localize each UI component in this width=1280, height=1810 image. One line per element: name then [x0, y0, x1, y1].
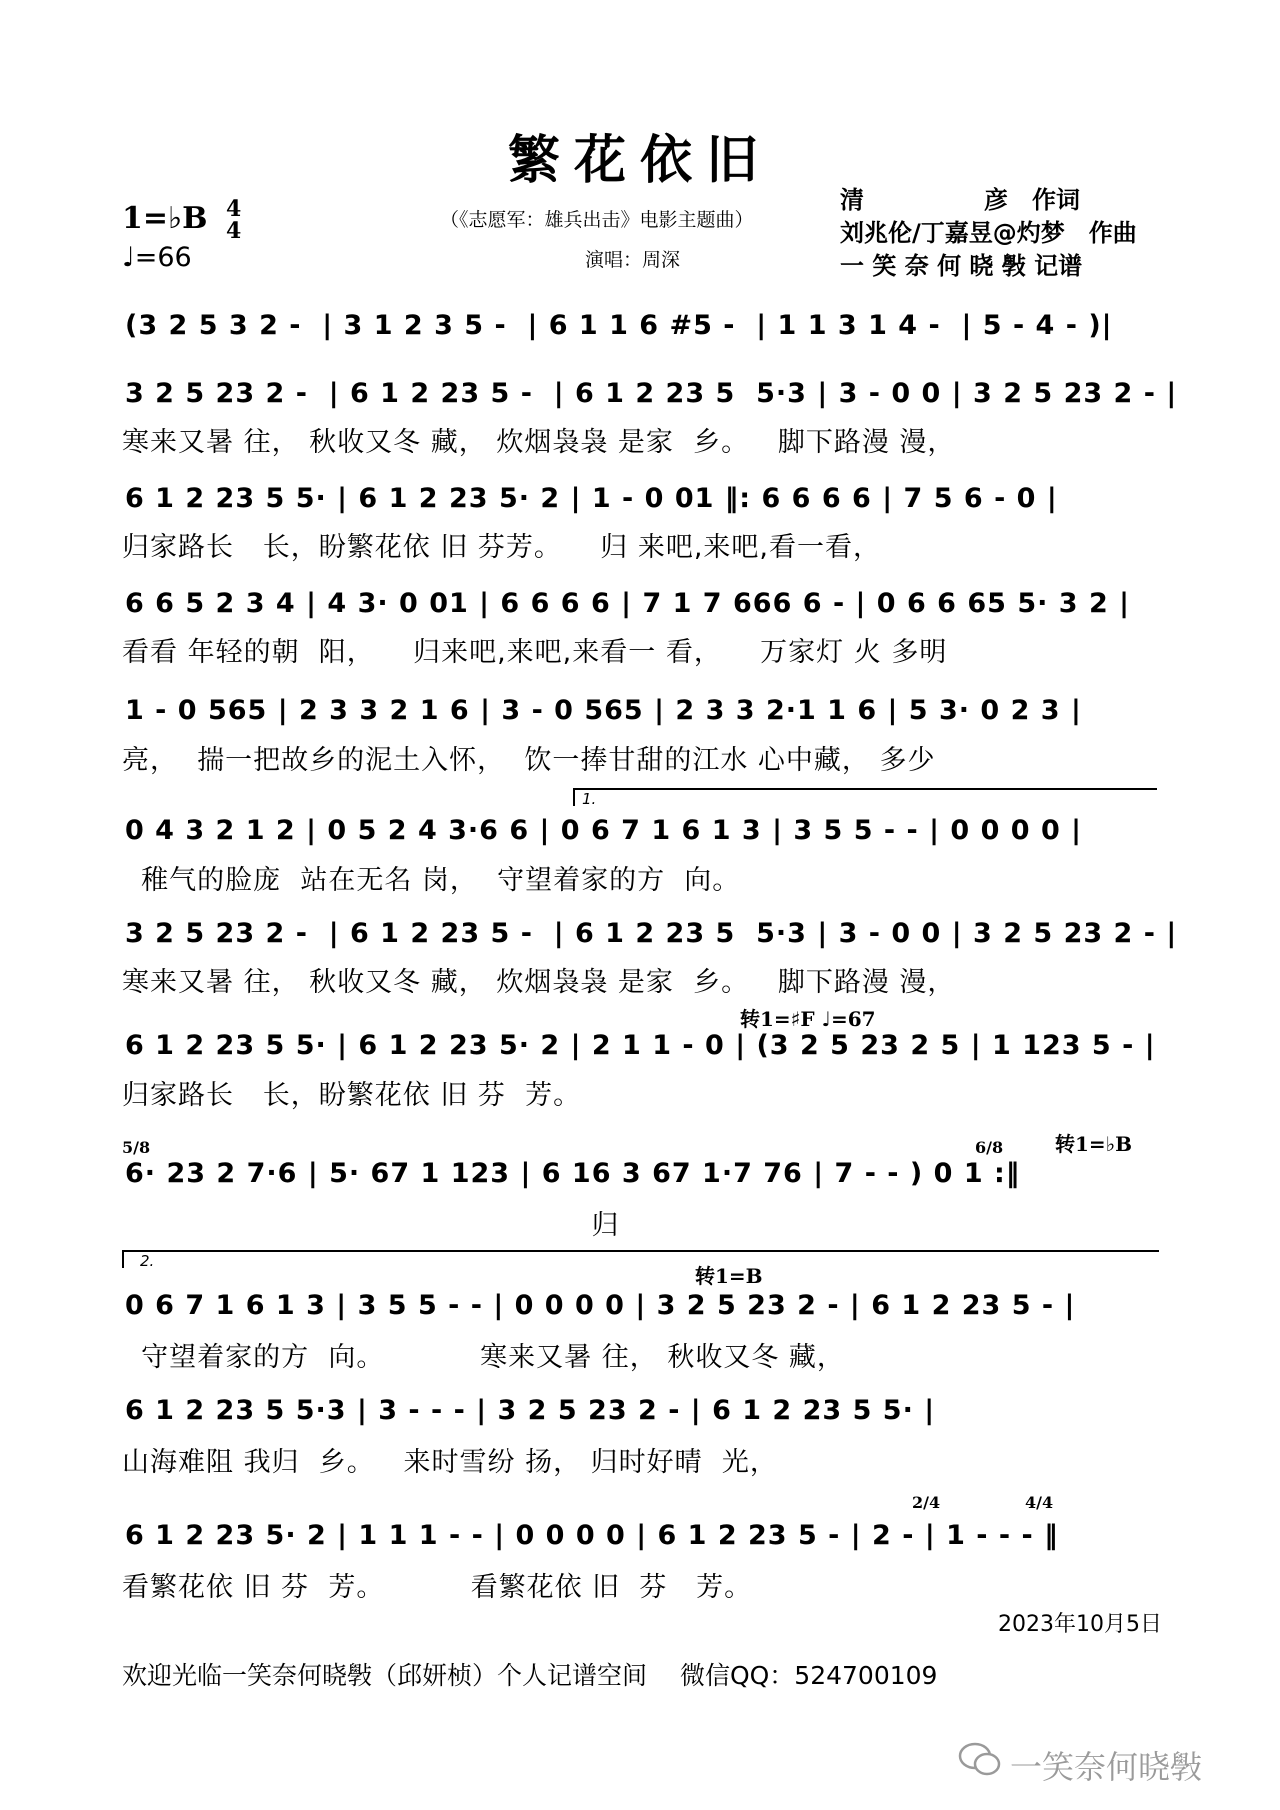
- system-notes: 3 2 5 23 2 - | 6 1 2 23 5 - | 6 1 2 23 5 5·3 | 3 - 0 0 | 3 2 5 23 2 - |: [125, 378, 1178, 409]
- modulation-mark: 转1=♯F ♩=67: [740, 1007, 876, 1031]
- credit-transcriber: 一 笑 奈 何 晓 斅 记谱: [840, 252, 1083, 280]
- watermark: 一笑奈何晓斅: [1010, 1748, 1203, 1786]
- time-change-mark: 5/8: [122, 1138, 151, 1157]
- modulation-mark: 转1=♭B: [1055, 1132, 1133, 1156]
- volta-bracket-1: [573, 788, 1157, 806]
- system-lyrics: 归家路长 长，盼繁花依 旧 芬芳。 归 来吧,来吧,看一看，: [122, 532, 881, 563]
- time-change-mark: 4/4: [1025, 1493, 1054, 1512]
- wechat-icon: [958, 1740, 1002, 1780]
- time-signature: 4 4: [225, 196, 242, 244]
- subtitle: （《志愿军：雄兵出击》电影主题曲）: [440, 209, 754, 231]
- volta-bracket-2: [122, 1250, 1159, 1268]
- song-title: 繁花依旧: [507, 130, 772, 191]
- system-lyrics: 看繁花依 旧 芬 芳。 看繁花依 旧 芬 芳。: [122, 1572, 753, 1603]
- system-lyrics: 稚气的脸庞 站在无名 岗， 守望着家的方 向。: [122, 865, 741, 896]
- system-lyrics: 寒来又暑 往， 秋收又冬 藏， 炊烟袅袅 是家 乡。 脚下路漫 漫，: [122, 967, 956, 998]
- system-notes: 0 6 7 1 6 1 3 | 3 5 5 - - | 0 0 0 0 | 3 2 5 23 2 - | 6 1 2 23 5 - |: [125, 1290, 1076, 1321]
- system-notes: 6 1 2 23 5· 2 | 1 1 1 - - | 0 0 0 0 | 6 1 2 23 5 - | 2 - | 1 - - - ‖: [125, 1520, 1059, 1551]
- system-notes: 6 1 2 23 5 5·3 | 3 - - - | 3 2 5 23 2 - | 6 1 2 23 5 5· |: [125, 1395, 936, 1426]
- system-notes: 3 2 5 23 2 - | 6 1 2 23 5 - | 6 1 2 23 5 5·3 | 3 - 0 0 | 3 2 5 23 2 - |: [125, 918, 1178, 949]
- system-lyrics: 寒来又暑 往， 秋收又冬 藏， 炊烟袅袅 是家 乡。 脚下路漫 漫，: [122, 427, 956, 458]
- system-notes: 6· 23 2 7·6 | 5· 67 1 123 | 6 16 3 67 1·7 76 | 7 - - ) 0 1 :‖: [125, 1158, 1021, 1189]
- system-lyrics: 归: [122, 1210, 620, 1241]
- time-change-mark: 2/4: [912, 1493, 941, 1512]
- system-lyrics: 守望着家的方 向。 寒来又暑 往， 秋收又冬 藏，: [122, 1342, 845, 1373]
- key-label: 1=♭B: [122, 201, 208, 236]
- volta-number-2: 2.: [140, 1252, 155, 1270]
- volta-number-1: 1.: [582, 790, 597, 808]
- system-lyrics: 亮， 揣一把故乡的泥土入怀， 饮一捧甘甜的江水 心中藏， 多少: [122, 745, 936, 776]
- time-change-mark: 6/8: [975, 1138, 1004, 1157]
- system-lyrics: 归家路长 长，盼繁花依 旧 芬 芳。: [122, 1080, 582, 1111]
- system-notes: 0 4 3 2 1 2 | 0 5 2 4 3·6 6 | 0 6 7 1 6 1 3 | 3 5 5 - - | 0 0 0 0 |: [125, 815, 1083, 846]
- system-lyrics: 看看 年轻的朝 阳， 归来吧,来吧,来看一 看， 万家灯 火 多明: [122, 637, 948, 668]
- modulation-mark: 转1=B: [695, 1264, 763, 1288]
- tempo-mark: ♩=66: [122, 242, 192, 273]
- system-notes: 6 6 5 2 3 4 | 4 3· 0 01 | 6 6 6 6 | 7 1 7 666 6 - | 0 6 6 65 5· 3 2 |: [125, 588, 1131, 619]
- system-notes: (3 2 5 3 2 - | 3 1 2 3 5 - | 6 1 1 6 #5 - | 1 1 3 1 4 - | 5 - 4 - )|: [125, 310, 1113, 341]
- system-notes: 6 1 2 23 5 5· | 6 1 2 23 5· 2 | 1 - 0 01 ‖: 6 6 6 6 | 7 5 6 - 0 |: [125, 483, 1058, 514]
- singer: 演唱：周深: [585, 249, 681, 271]
- footer-credit: 欢迎光临一笑奈何晓斅（邱妍桢）个人记谱空间 微信QQ：524700109: [122, 1661, 938, 1690]
- key-signature: [122, 198, 241, 242]
- credit-lyricist: 清 彦 作词: [840, 186, 1080, 214]
- system-lyrics: 山海难阻 我归 乡。 来时雪纷 扬， 归时好晴 光，: [122, 1447, 778, 1478]
- system-notes: 6 1 2 23 5 5· | 6 1 2 23 5· 2 | 2 1 1 - 0 | (3 2 5 23 2 5 | 1 123 5 - |: [125, 1030, 1156, 1061]
- system-notes: 1 - 0 565 | 2 3 3 2 1 6 | 3 - 0 565 | 2 3 3 2·1 1 6 | 5 3· 0 2 3 |: [125, 695, 1082, 726]
- date-stamp: 2023年10月5日: [998, 1612, 1162, 1637]
- credit-composer: 刘兆伦/丁嘉昱@灼梦 作曲: [840, 219, 1137, 247]
